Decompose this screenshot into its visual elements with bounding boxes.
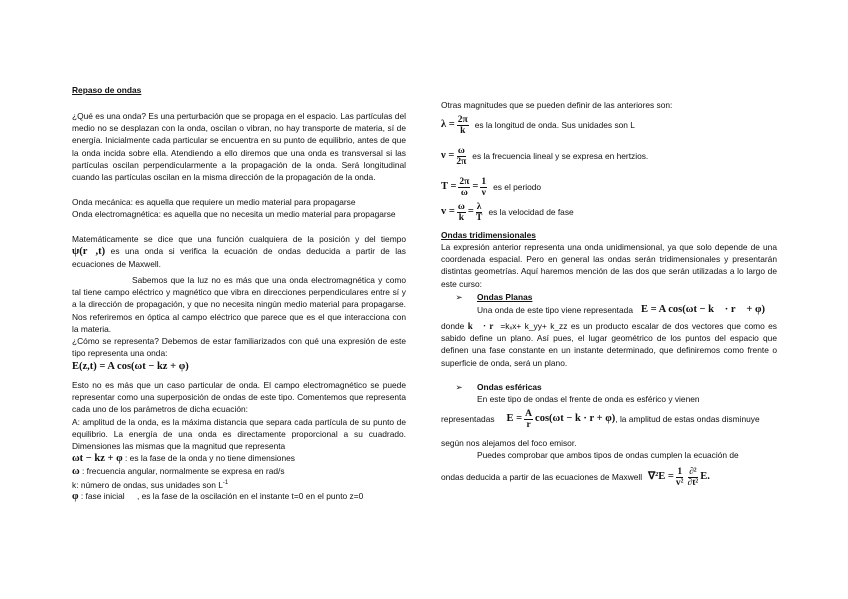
phase-velocity-text: es la velocidad de fase <box>488 206 574 217</box>
wavelength-row <box>441 114 635 136</box>
velocity-lhs: v = <box>441 205 455 217</box>
lambda-numerator: 2π <box>457 114 468 125</box>
plane-wave-equation: E = A cos(ωt − k⃗ · r⃗ + φ) <box>640 303 766 315</box>
maxwell-text: ondas deducida a partir de las ecuaciones de Maxwell <box>441 471 643 482</box>
wavenumber-text: k: número de ondas, sus unidades son L <box>72 479 223 490</box>
maxwell-numerator-2: ∂² <box>689 466 697 477</box>
plane-definition-text: =kₓx+ k_yy+ k_zz es un producto escalar de dos vectores que como es sabido define un plano. Así pues, el lugar geométrico de los puntos del espacio que definen una fase constante en un instante determinado, que definiremos como frente o superficie de onda, será un plano. <box>441 321 777 368</box>
velocity-denominator-1: k <box>458 212 464 223</box>
paragraph-particular-case: Esto no es más que un caso particular de onda. El campo electromagnético se puede representar como una superposición de ondas de este tipo. Comentemos que representa cada uno de los parámetros de dicha ecuación: <box>72 380 406 415</box>
velocity-numerator-2: λ <box>476 201 482 212</box>
spherical-intro: En este tipo de ondas el frente de onda es esférico y vienen <box>477 394 700 404</box>
spherical-waves-title: Ondas esféricas <box>477 382 542 392</box>
arrow-bullet-icon: ➢ <box>455 382 463 392</box>
check-both-waves-text: Puedes comprobar que ambos tipos de ondas cumplen la ecuación de <box>477 450 739 460</box>
initial-phase-text-2: , es la fase de la oscilación en el instante t=0 en el punto z=0 <box>136 491 364 501</box>
spherical-denominator: r <box>526 419 531 430</box>
lambda-fraction <box>457 115 469 136</box>
velocity-equals: = <box>467 205 474 217</box>
spherical-away-text: según nos alejamos del foco emisor. <box>441 438 577 448</box>
wavelength-text: es la longitud de onda. Sus unidades son L <box>474 119 635 130</box>
subsection-title-3d: Ondas tridimensionales <box>441 230 536 240</box>
period-row <box>441 176 541 198</box>
paragraph-plane-wave <box>441 320 777 369</box>
paragraph-em-wave: Onda electromagnética: es aquella que no necesita un medio material para propagarse <box>72 209 396 219</box>
velocity-denominator-2: T <box>475 212 483 223</box>
arrow-bullet-icon: ➢ <box>455 292 463 302</box>
bullet-spherical-waves <box>441 381 542 393</box>
maxwell-lhs: ∇²E = <box>648 470 674 482</box>
phase-text: : es la fase de la onda y no tiene dimensiones <box>125 453 295 463</box>
psi-function-math: ψ(r⃗,t) <box>72 246 106 258</box>
maxwell-denominator-2: ∂t² <box>687 477 699 488</box>
omega-symbol: ω <box>72 466 80 477</box>
period-denominator-1: ω <box>460 187 468 198</box>
nu-lhs: ν = <box>441 149 455 161</box>
linear-frequency-text: es la frecuencia lineal y se expresa en hertzios. <box>472 150 649 161</box>
plane-waves-title: Ondas Planas <box>477 292 533 302</box>
velocity-numerator-1: ω <box>457 201 465 212</box>
spherical-lhs: E = <box>506 412 523 424</box>
plane-wave-line <box>477 301 777 319</box>
math-def-text-b: es una onda si verifica la ecuación de ondas deducida a partir de las ecuaciones de Maxwell. <box>72 246 406 270</box>
paragraph-representation: ¿Cómo se representa? Debemos de estar familiarizados con qué una expresión de este tipo representa una onda: <box>72 336 406 359</box>
period-fraction-2 <box>480 177 487 198</box>
lambda-lhs: λ = <box>441 118 455 130</box>
paragraph-math-def <box>72 233 406 271</box>
maxwell-fraction-1 <box>676 467 684 488</box>
maxwell-line <box>441 464 777 490</box>
paragraph-light-em: Sabemos que la luz no es más que una onda electromagnética y como tal tiene campo eléctrico y magnético que vibra en direcciones perpendiculares entre sí y a la dirección de propagación, y que no necesita ningún medio material para propagarse. Nos referiremos en óptica al campo eléctrico que parece que es el que interacciona con la materia. <box>72 275 406 334</box>
spherical-represented-text: representadas <box>441 413 495 424</box>
spherical-equation-line <box>441 407 777 431</box>
period-numerator-2: 1 <box>481 176 487 187</box>
definition-initial-phase <box>72 490 363 503</box>
math-def-text-a: Matemáticamente se dice que una función cualquiera de la posición y del tiempo <box>72 234 406 244</box>
paragraph-3d-waves: La expresión anterior representa una onda unidimensional, ya que solo depende de una coordenada espacial. Pero en general las ondas serán tridimensionales y presentarán distintas geometrías. Aquí haremos mención de las dos que serán utilizadas a lo largo de este curso: <box>441 242 777 289</box>
paragraph-what-is-wave: ¿Qué es una onda? Es una perturbación que se propaga en el espacio. Las partículas del medio no se desplazan con la onda, oscilan o vibran, no hay transporte de materia, sí de energía. Inicialmente cada particular se encuentra en su punto de equilibrio, antes de que la onda incida sobre ella. Atendiendo a ello diremos que una onda es transversal si las partículas oscilan perpendicularmente a la propagación de la onda. Será longitudinal cuando las partículas oscilan en la misma dirección de la propagación de la onda. <box>72 111 406 183</box>
period-fraction-1 <box>458 177 470 198</box>
initial-phase-text: : fase inicial <box>80 491 125 501</box>
nu-denominator: 2π <box>456 156 467 167</box>
plane-where-text: donde <box>441 321 465 331</box>
nu-numerator: ω <box>457 145 465 156</box>
wave-equation-1d: E(z,t) = A cos(ωt − kz + φ) <box>72 361 189 372</box>
definition-phase <box>72 452 295 465</box>
spherical-amplitude-text: , la amplitud de estas ondas disminuye <box>615 413 760 424</box>
maxwell-denominator-1: v² <box>675 477 684 488</box>
lambda-denominator: k <box>460 125 466 136</box>
maxwell-numerator-1: 1 <box>677 466 683 477</box>
maxwell-fraction-2 <box>688 467 699 488</box>
phase-symbol: ωt − kz + φ <box>72 453 123 464</box>
maxwell-rhs: E. <box>700 470 710 482</box>
period-equals: = <box>472 180 479 192</box>
period-numerator-1: 2π <box>459 176 470 187</box>
period-text: es el periodo <box>493 181 542 192</box>
period-denominator-2: ν <box>481 187 486 198</box>
omega-text: : frecuencia angular, normalmente se expresa en rad/s <box>82 466 285 476</box>
velocity-fraction-1 <box>457 202 466 223</box>
wavenumber-exponent: -1 <box>222 480 229 486</box>
velocity-fraction-2 <box>476 202 483 223</box>
k-dot-r-math: k⃗ · r⃗ <box>467 321 501 331</box>
period-lhs: T = <box>441 180 457 192</box>
definition-wavenumber <box>72 477 228 491</box>
section-title: Repaso de ondas <box>72 85 142 95</box>
plane-wave-text: Una onda de este tipo viene representada <box>477 304 633 315</box>
nu-fraction <box>456 146 466 167</box>
spherical-numerator: A <box>525 408 533 419</box>
phase-velocity-row <box>441 201 574 223</box>
paragraph-mechanical-wave: Onda mecánica: es aquella que requiere un medio material para propagarse <box>72 197 356 207</box>
phi-symbol: φ <box>72 491 79 502</box>
paragraph-amplitude: A: amplitud de la onda, es la máxima distancia que separa cada partícula de su punto de equilibrio. La energía de una onda es directamente proporcional a su cuadrado. Dimensiones las mismas que la magnitud que representa <box>72 417 406 452</box>
spherical-cos-part: cos(ωt − k · r + φ) <box>535 412 616 424</box>
linear-frequency-row <box>441 145 648 167</box>
spherical-fraction <box>524 409 533 430</box>
other-magnitudes-intro: Otras magnitudes que se pueden definir de las anteriores son: <box>441 100 673 110</box>
